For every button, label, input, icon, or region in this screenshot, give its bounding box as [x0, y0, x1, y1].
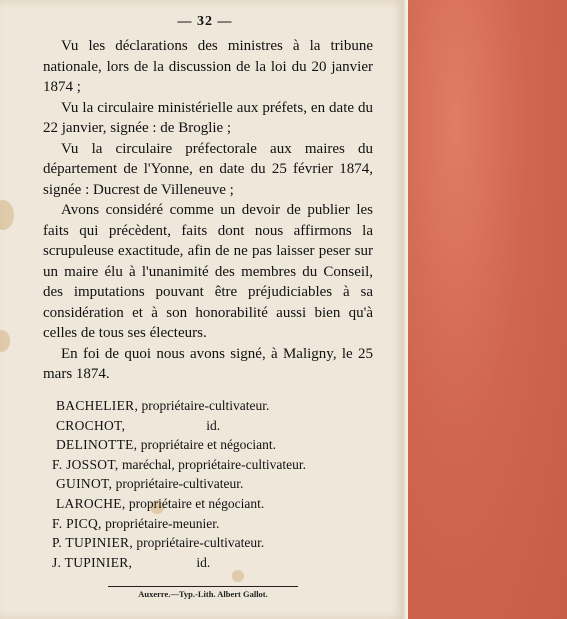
- signatory-name: F. JOSSOT,: [52, 456, 119, 472]
- signatory-role: maréchal, propriétaire-cultivateur.: [118, 456, 306, 472]
- paragraph-prefectoral-circular: Vu la circulaire préfectorale aux maires du département de l'Yonne, en date du 25 février 1874, signée : Ducrest de Villeneuve ;: [43, 140, 373, 198]
- foxing-stain: [0, 200, 14, 230]
- signatory-name: DELINOTTE,: [56, 437, 138, 453]
- signatory-list: [52, 396, 376, 572]
- signatory-role: propriétaire-cultivateur.: [112, 476, 244, 492]
- signatory-row: [56, 474, 376, 494]
- signatory-row: [52, 455, 376, 475]
- signatory-role: propriétaire-cultivateur.: [133, 535, 265, 551]
- signatory-role: propriétaire-meunier.: [101, 515, 220, 531]
- signatory-row: [56, 435, 376, 455]
- foxing-stain: [0, 330, 10, 352]
- signatory-name: P. TUPINIER,: [52, 535, 133, 551]
- signatory-name: BACHELIER,: [56, 398, 139, 413]
- signatory-name: J. TUPINIER,: [52, 554, 133, 570]
- signatory-row: [56, 416, 376, 436]
- signatory-row: [52, 533, 376, 553]
- book-cover: [408, 0, 567, 619]
- paragraph-closing: En foi de quoi nous avons signé, à Maligny, le 25 mars 1874.: [43, 345, 373, 382]
- signatory-role: propriétaire-cultivateur.: [138, 398, 270, 413]
- signatory-row: [52, 553, 376, 573]
- signatory-row: [52, 514, 376, 534]
- signatory-row: [56, 396, 376, 416]
- paragraph-statement: Avons considéré comme un devoir de publier les faits qui précèdent, faits dont nous affirmons la scrupuleuse exactitude, afin de ne pas laisser peser sur un maire élu à l'unanimité des membres du Conseil, des imputations pouvant être préjudiciables à sa considération et à son honorabilité aussi bien qu'à celles de tous ses électeurs.: [43, 202, 373, 341]
- signatory-name: CROCHOT,: [56, 417, 126, 433]
- page-number: — 32 —: [177, 14, 233, 29]
- signatory-name: F. PICQ,: [52, 515, 102, 531]
- paragraph-declarations: Vu les déclarations des ministres à la tribune nationale, lors de la discussion de la loi du 20 janvier 1874 ;: [43, 38, 373, 95]
- signatory-name: GUINOT,: [56, 476, 113, 492]
- printer-divider: [108, 586, 298, 587]
- signatory-role: propriétaire et négociant.: [137, 437, 277, 453]
- signatory-row: [56, 494, 376, 514]
- signatory-role: id.: [132, 554, 211, 570]
- document-body: [43, 36, 373, 385]
- signatory-role: id.: [125, 417, 221, 433]
- signatory-role: propriétaire et négociant.: [125, 495, 265, 511]
- paragraph-ministerial-circular: Vu la circulaire ministérielle aux préfets, en date du 22 janvier, signée : de Broglie ;: [43, 99, 373, 136]
- printer-imprint: Auxerre.—Typ.-Lith. Albert Gallot.: [138, 589, 268, 599]
- signatory-name: LAROCHE,: [56, 495, 126, 511]
